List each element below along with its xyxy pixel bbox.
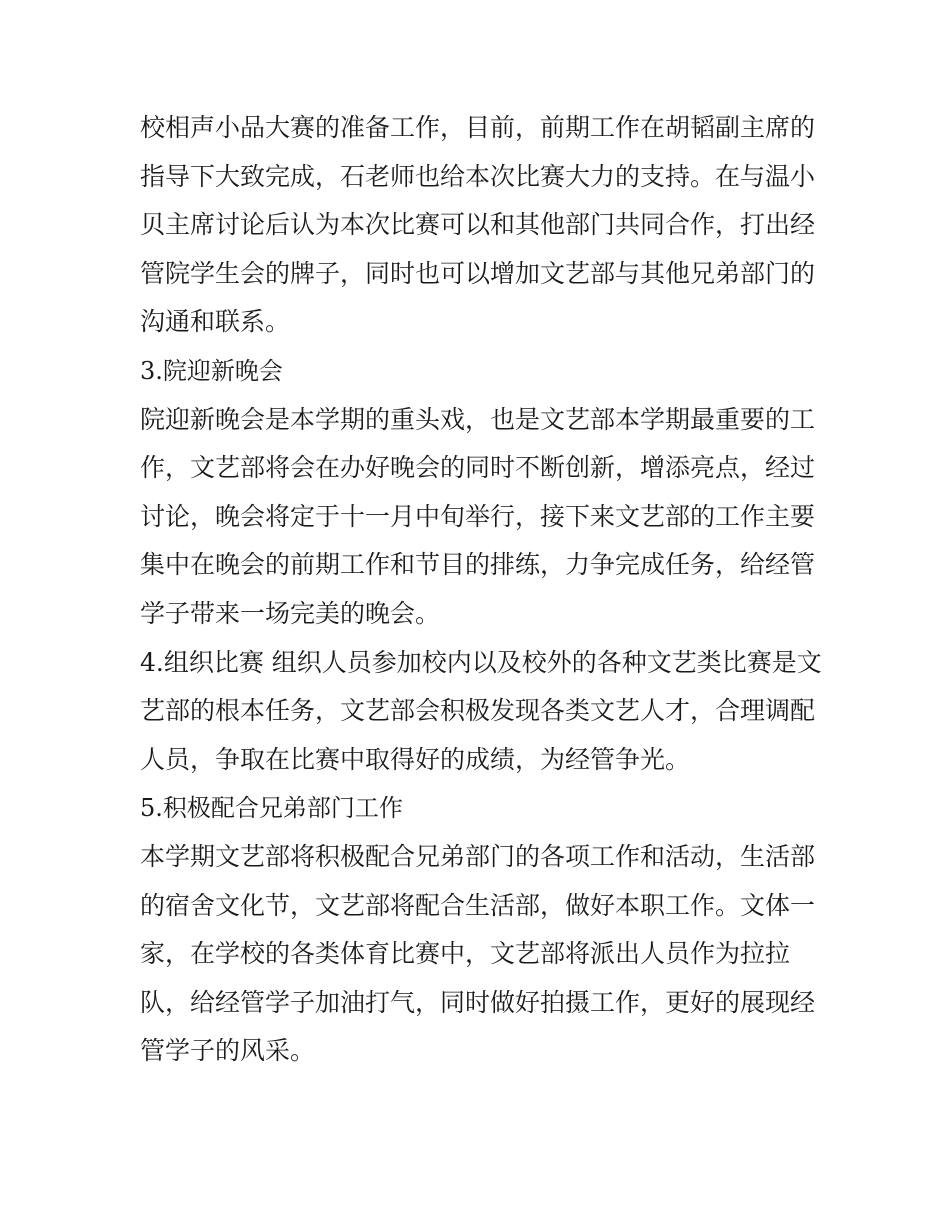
paragraph-line: 学子带来一场完美的晚会。 <box>140 598 441 628</box>
paragraph-line: 校相声小品大赛的准备工作，目前，前期工作在胡韬副主席的 <box>140 113 816 142</box>
paragraph-line: 集中在晚会的前期工作和节目的排练，力争完成任务，给经管 <box>140 550 816 580</box>
paragraph-line: 的宿舍文化节，文艺部将配合生活部，做好本职工作。文体一 <box>140 890 816 920</box>
document-body <box>140 104 822 1076</box>
paragraph-line: 讨论，晚会将定于十一月中旬举行，接下来文艺部的工作主要 <box>140 501 816 531</box>
paragraph-line: 艺部的根本任务，文艺部会积极发现各类文艺人才，合理调配 <box>140 696 816 726</box>
section-heading-3: 3.院迎新晚会 <box>140 356 283 385</box>
paragraph-line: 指导下大致完成，石老师也给本次比赛大力的支持。在与温小 <box>140 161 816 191</box>
paragraph-line: 本学期文艺部将积极配合兄弟部门的各项工作和活动，生活部 <box>140 841 816 871</box>
section-heading-4: 4.组织比赛 组织人员参加校内以及校外的各种文艺类比赛是文 <box>140 647 822 677</box>
paragraph-line: 作，文艺部将会在办好晚会的同时不断创新，增添亮点，经过 <box>140 453 816 483</box>
section-heading-5: 5.积极配合兄弟部门工作 <box>140 794 403 823</box>
paragraph-line: 院迎新晚会是本学期的重头戏，也是文艺部本学期最重要的工 <box>140 404 816 434</box>
paragraph-line: 人员，争取在比赛中取得好的成绩，为经管争光。 <box>140 744 691 774</box>
paragraph-line: 沟通和联系。 <box>140 307 291 337</box>
paragraph-line: 贝主席讨论后认为本次比赛可以和其他部门共同合作，打出经 <box>140 210 816 240</box>
paragraph-line: 管学子的风采。 <box>140 1036 316 1066</box>
paragraph-line: 家，在学校的各类体育比赛中，文艺部将派出人员作为拉拉 <box>140 939 791 969</box>
paragraph-line: 管院学生会的牌子，同时也可以增加文艺部与其他兄弟部门的 <box>140 258 816 288</box>
paragraph-line: 队，给经管学子加油打气，同时做好拍摄工作，更好的展现经 <box>140 987 816 1017</box>
